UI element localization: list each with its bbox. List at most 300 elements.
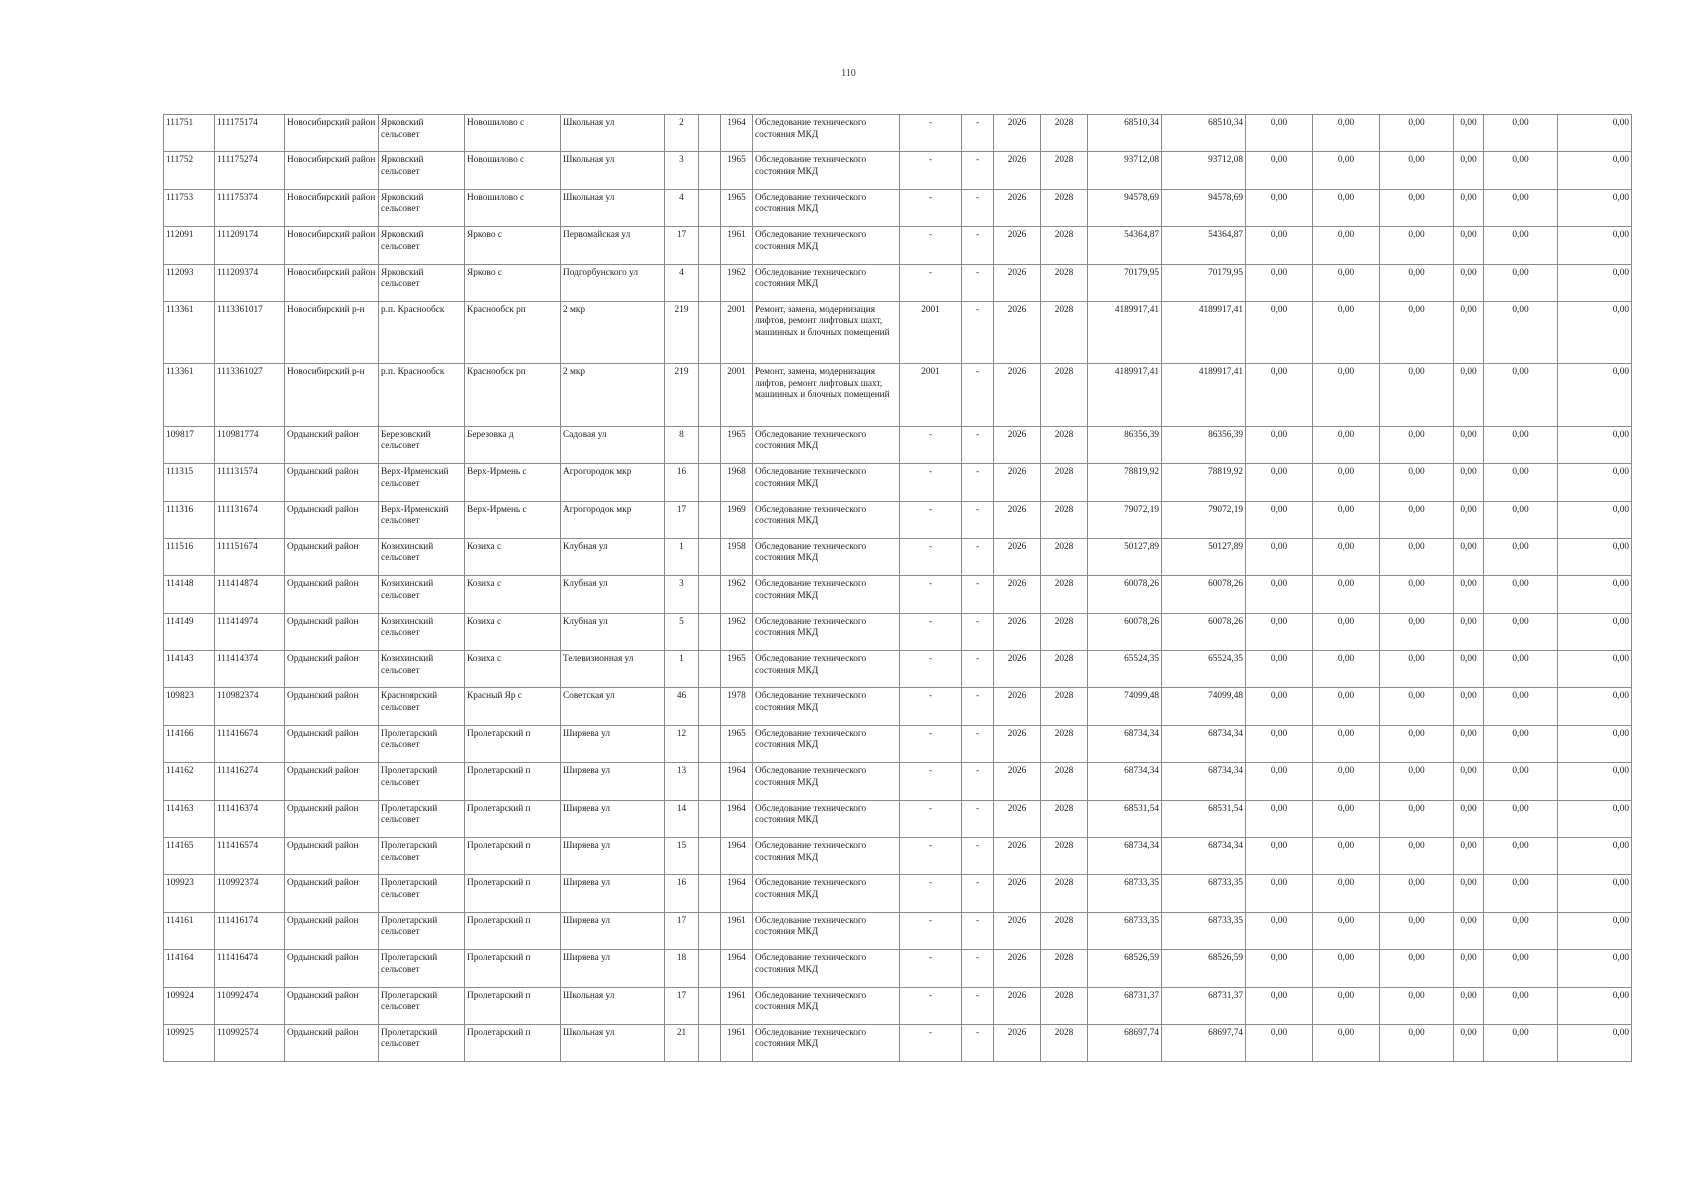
total-cost-cell: 68733,35 xyxy=(1162,912,1246,949)
object-id-cell: 112091 xyxy=(164,227,215,264)
last-repair-year-cell: - xyxy=(900,426,962,463)
year-built-cell: 1961 xyxy=(721,912,753,949)
district-cell: Ордынский район xyxy=(285,800,379,837)
table-row xyxy=(164,115,1632,152)
year-built-cell: 1978 xyxy=(721,688,753,725)
funding-cell-1: 0,00 xyxy=(1246,576,1313,613)
object-id-cell: 111316 xyxy=(164,501,215,538)
last-repair-year-cell: - xyxy=(900,576,962,613)
house-number-cell: 4 xyxy=(665,264,699,301)
building-cell xyxy=(699,838,721,875)
end-year-cell: 2028 xyxy=(1041,613,1088,650)
funding-cell-4: 0,00 xyxy=(1454,613,1484,650)
reserved-cell: - xyxy=(962,912,994,949)
object-id-cell: 109817 xyxy=(164,426,215,463)
cost-cell: 68734,34 xyxy=(1088,763,1162,800)
start-year-cell: 2026 xyxy=(994,227,1041,264)
building-cell xyxy=(699,189,721,226)
year-built-cell: 1961 xyxy=(721,1024,753,1061)
end-year-cell: 2028 xyxy=(1041,538,1088,575)
funding-cell-3: 0,00 xyxy=(1380,189,1454,226)
funding-cell-3: 0,00 xyxy=(1380,1024,1454,1061)
table-row xyxy=(164,763,1632,800)
year-built-cell: 2001 xyxy=(721,364,753,426)
funding-cell-5: 0,00 xyxy=(1484,613,1558,650)
district-cell: Ордынский район xyxy=(285,838,379,875)
funding-cell-2: 0,00 xyxy=(1313,152,1380,189)
house-number-cell: 17 xyxy=(665,227,699,264)
last-repair-year-cell: - xyxy=(900,613,962,650)
street-cell: Ширяева ул xyxy=(561,763,665,800)
start-year-cell: 2026 xyxy=(994,875,1041,912)
start-year-cell: 2026 xyxy=(994,1024,1041,1061)
locality-cell: Козиха с xyxy=(465,651,561,688)
funding-cell-4: 0,00 xyxy=(1454,115,1484,152)
street-cell: Ширяева ул xyxy=(561,838,665,875)
start-year-cell: 2026 xyxy=(994,576,1041,613)
council-cell: Красноярский сельсовет xyxy=(379,688,465,725)
funding-cell-1: 0,00 xyxy=(1246,613,1313,650)
end-year-cell: 2028 xyxy=(1041,763,1088,800)
funding-cell-2: 0,00 xyxy=(1313,688,1380,725)
district-cell: Ордынский район xyxy=(285,613,379,650)
year-built-cell: 1965 xyxy=(721,189,753,226)
funding-cell-5: 0,00 xyxy=(1484,464,1558,501)
object-code-cell: 111175274 xyxy=(215,152,285,189)
funding-cell-4: 0,00 xyxy=(1454,189,1484,226)
work-type-cell: Обследование технического состояния МКД xyxy=(753,264,900,301)
end-year-cell: 2028 xyxy=(1041,264,1088,301)
funding-cell-2: 0,00 xyxy=(1313,875,1380,912)
last-repair-year-cell: - xyxy=(900,1024,962,1061)
building-cell xyxy=(699,364,721,426)
reserved-cell: - xyxy=(962,613,994,650)
building-cell xyxy=(699,152,721,189)
building-cell xyxy=(699,301,721,363)
funding-cell-4: 0,00 xyxy=(1454,800,1484,837)
reserved-cell: - xyxy=(962,538,994,575)
street-cell: Школьная ул xyxy=(561,1024,665,1061)
work-type-cell: Обследование технического состояния МКД xyxy=(753,875,900,912)
total-cost-cell: 78819,92 xyxy=(1162,464,1246,501)
last-repair-year-cell: - xyxy=(900,501,962,538)
work-type-cell: Обследование технического состояния МКД xyxy=(753,538,900,575)
last-repair-year-cell: - xyxy=(900,875,962,912)
locality-cell: Пролетарский п xyxy=(465,950,561,987)
district-cell: Новосибирский р-н xyxy=(285,301,379,363)
cost-cell: 68526,59 xyxy=(1088,950,1162,987)
object-id-cell: 114143 xyxy=(164,651,215,688)
table-row xyxy=(164,538,1632,575)
object-code-cell: 111209174 xyxy=(215,227,285,264)
council-cell: Козихинский сельсовет xyxy=(379,538,465,575)
house-number-cell: 1 xyxy=(665,651,699,688)
object-id-cell: 114162 xyxy=(164,763,215,800)
funding-cell-1: 0,00 xyxy=(1246,725,1313,762)
district-cell: Ордынский район xyxy=(285,875,379,912)
council-cell: Пролетарский сельсовет xyxy=(379,950,465,987)
object-id-cell: 112093 xyxy=(164,264,215,301)
building-cell xyxy=(699,1024,721,1061)
funding-cell-2: 0,00 xyxy=(1313,576,1380,613)
funding-cell-1: 0,00 xyxy=(1246,464,1313,501)
street-cell: Школьная ул xyxy=(561,152,665,189)
object-id-cell: 113361 xyxy=(164,364,215,426)
district-cell: Ордынский район xyxy=(285,576,379,613)
district-cell: Новосибирский район xyxy=(285,115,379,152)
district-cell: Ордынский район xyxy=(285,950,379,987)
total-cost-cell: 68510,34 xyxy=(1162,115,1246,152)
locality-cell: Козиха с xyxy=(465,613,561,650)
reserved-cell: - xyxy=(962,987,994,1024)
building-cell xyxy=(699,725,721,762)
funding-cell-4: 0,00 xyxy=(1454,364,1484,426)
table-row xyxy=(164,613,1632,650)
funding-cell-5: 0,00 xyxy=(1484,264,1558,301)
funding-cell-5: 0,00 xyxy=(1484,301,1558,363)
last-repair-year-cell: - xyxy=(900,538,962,575)
funding-cell-1: 0,00 xyxy=(1246,364,1313,426)
house-number-cell: 1 xyxy=(665,538,699,575)
street-cell: Школьная ул xyxy=(561,115,665,152)
house-number-cell: 16 xyxy=(665,464,699,501)
funding-cell-4: 0,00 xyxy=(1454,301,1484,363)
last-repair-year-cell: 2001 xyxy=(900,364,962,426)
cost-cell: 60078,26 xyxy=(1088,613,1162,650)
funding-cell-6: 0,00 xyxy=(1558,763,1632,800)
start-year-cell: 2026 xyxy=(994,364,1041,426)
funding-cell-6: 0,00 xyxy=(1558,115,1632,152)
funding-cell-5: 0,00 xyxy=(1484,576,1558,613)
end-year-cell: 2028 xyxy=(1041,501,1088,538)
object-id-cell: 111751 xyxy=(164,115,215,152)
district-cell: Ордынский район xyxy=(285,464,379,501)
locality-cell: Козиха с xyxy=(465,576,561,613)
council-cell: Козихинский сельсовет xyxy=(379,651,465,688)
total-cost-cell: 68531,54 xyxy=(1162,800,1246,837)
building-cell xyxy=(699,464,721,501)
funding-cell-4: 0,00 xyxy=(1454,152,1484,189)
funding-cell-4: 0,00 xyxy=(1454,838,1484,875)
funding-cell-1: 0,00 xyxy=(1246,950,1313,987)
funding-cell-1: 0,00 xyxy=(1246,115,1313,152)
start-year-cell: 2026 xyxy=(994,301,1041,363)
house-number-cell: 18 xyxy=(665,950,699,987)
funding-cell-5: 0,00 xyxy=(1484,501,1558,538)
funding-cell-6: 0,00 xyxy=(1558,189,1632,226)
locality-cell: Красный Яр с xyxy=(465,688,561,725)
object-code-cell: 110981774 xyxy=(215,426,285,463)
council-cell: Пролетарский сельсовет xyxy=(379,725,465,762)
district-cell: Ордынский район xyxy=(285,501,379,538)
object-code-cell: 111209374 xyxy=(215,264,285,301)
cost-cell: 54364,87 xyxy=(1088,227,1162,264)
locality-cell: Верх-Ирмень с xyxy=(465,464,561,501)
funding-cell-1: 0,00 xyxy=(1246,800,1313,837)
funding-cell-5: 0,00 xyxy=(1484,1024,1558,1061)
total-cost-cell: 74099,48 xyxy=(1162,688,1246,725)
street-cell: Школьная ул xyxy=(561,987,665,1024)
council-cell: Пролетарский сельсовет xyxy=(379,987,465,1024)
funding-cell-1: 0,00 xyxy=(1246,763,1313,800)
building-cell xyxy=(699,651,721,688)
end-year-cell: 2028 xyxy=(1041,364,1088,426)
building-cell xyxy=(699,538,721,575)
funding-cell-2: 0,00 xyxy=(1313,763,1380,800)
funding-cell-4: 0,00 xyxy=(1454,426,1484,463)
funding-cell-6: 0,00 xyxy=(1558,950,1632,987)
funding-cell-5: 0,00 xyxy=(1484,725,1558,762)
funding-cell-1: 0,00 xyxy=(1246,651,1313,688)
funding-cell-6: 0,00 xyxy=(1558,227,1632,264)
council-cell: Пролетарский сельсовет xyxy=(379,763,465,800)
cost-cell: 74099,48 xyxy=(1088,688,1162,725)
cost-cell: 68510,34 xyxy=(1088,115,1162,152)
funding-cell-3: 0,00 xyxy=(1380,576,1454,613)
district-cell: Новосибирский р-н xyxy=(285,364,379,426)
locality-cell: Новошилово с xyxy=(465,189,561,226)
cost-cell: 78819,92 xyxy=(1088,464,1162,501)
funding-cell-3: 0,00 xyxy=(1380,688,1454,725)
object-code-cell: 111414374 xyxy=(215,651,285,688)
work-type-cell: Обследование технического состояния МКД xyxy=(753,152,900,189)
work-type-cell: Обследование технического состояния МКД xyxy=(753,464,900,501)
work-type-cell: Обследование технического состояния МКД xyxy=(753,1024,900,1061)
building-cell xyxy=(699,501,721,538)
district-cell: Ордынский район xyxy=(285,426,379,463)
funding-cell-2: 0,00 xyxy=(1313,725,1380,762)
street-cell: Советская ул xyxy=(561,688,665,725)
house-number-cell: 17 xyxy=(665,912,699,949)
object-id-cell: 114164 xyxy=(164,950,215,987)
reserved-cell: - xyxy=(962,426,994,463)
object-code-cell: 1113361017 xyxy=(215,301,285,363)
object-code-cell: 111416474 xyxy=(215,950,285,987)
end-year-cell: 2028 xyxy=(1041,875,1088,912)
object-code-cell: 110982374 xyxy=(215,688,285,725)
object-id-cell: 114163 xyxy=(164,800,215,837)
total-cost-cell: 60078,26 xyxy=(1162,576,1246,613)
funding-cell-2: 0,00 xyxy=(1313,950,1380,987)
total-cost-cell: 68734,34 xyxy=(1162,838,1246,875)
funding-cell-3: 0,00 xyxy=(1380,987,1454,1024)
object-id-cell: 114161 xyxy=(164,912,215,949)
year-built-cell: 1964 xyxy=(721,800,753,837)
year-built-cell: 1964 xyxy=(721,950,753,987)
object-code-cell: 111416674 xyxy=(215,725,285,762)
funding-cell-2: 0,00 xyxy=(1313,189,1380,226)
funding-cell-6: 0,00 xyxy=(1558,800,1632,837)
start-year-cell: 2026 xyxy=(994,651,1041,688)
locality-cell: Новошилово с xyxy=(465,115,561,152)
funding-cell-4: 0,00 xyxy=(1454,1024,1484,1061)
cost-cell: 79072,19 xyxy=(1088,501,1162,538)
funding-cell-3: 0,00 xyxy=(1380,875,1454,912)
funding-cell-4: 0,00 xyxy=(1454,763,1484,800)
funding-cell-2: 0,00 xyxy=(1313,987,1380,1024)
cost-cell: 68733,35 xyxy=(1088,875,1162,912)
funding-cell-5: 0,00 xyxy=(1484,800,1558,837)
total-cost-cell: 68734,34 xyxy=(1162,763,1246,800)
funding-cell-3: 0,00 xyxy=(1380,838,1454,875)
district-cell: Ордынский район xyxy=(285,688,379,725)
district-cell: Ордынский район xyxy=(285,987,379,1024)
funding-cell-2: 0,00 xyxy=(1313,227,1380,264)
locality-cell: Пролетарский п xyxy=(465,912,561,949)
street-cell: Ширяева ул xyxy=(561,875,665,912)
start-year-cell: 2026 xyxy=(994,152,1041,189)
reserved-cell: - xyxy=(962,763,994,800)
year-built-cell: 1965 xyxy=(721,725,753,762)
house-number-cell: 12 xyxy=(665,725,699,762)
street-cell: Ширяева ул xyxy=(561,725,665,762)
street-cell: 2 мкр xyxy=(561,301,665,363)
table-row xyxy=(164,875,1632,912)
table-row xyxy=(164,152,1632,189)
object-id-cell: 114165 xyxy=(164,838,215,875)
funding-cell-6: 0,00 xyxy=(1558,301,1632,363)
house-number-cell: 13 xyxy=(665,763,699,800)
cost-cell: 4189917,41 xyxy=(1088,301,1162,363)
funding-cell-2: 0,00 xyxy=(1313,800,1380,837)
reserved-cell: - xyxy=(962,1024,994,1061)
funding-cell-6: 0,00 xyxy=(1558,152,1632,189)
object-code-cell: 110992374 xyxy=(215,875,285,912)
object-id-cell: 111315 xyxy=(164,464,215,501)
funding-cell-3: 0,00 xyxy=(1380,152,1454,189)
funding-cell-6: 0,00 xyxy=(1558,651,1632,688)
work-type-cell: Ремонт, замена, модернизация лифтов, ремонт лифтовых шахт, машинных и блочных помещений xyxy=(753,301,900,363)
work-type-cell: Обследование технического состояния МКД xyxy=(753,227,900,264)
end-year-cell: 2028 xyxy=(1041,688,1088,725)
funding-cell-6: 0,00 xyxy=(1558,613,1632,650)
funding-cell-2: 0,00 xyxy=(1313,115,1380,152)
start-year-cell: 2026 xyxy=(994,426,1041,463)
funding-cell-2: 0,00 xyxy=(1313,912,1380,949)
table-row xyxy=(164,987,1632,1024)
funding-cell-1: 0,00 xyxy=(1246,501,1313,538)
council-cell: Березовский сельсовет xyxy=(379,426,465,463)
reserved-cell: - xyxy=(962,501,994,538)
object-id-cell: 109823 xyxy=(164,688,215,725)
last-repair-year-cell: - xyxy=(900,115,962,152)
street-cell: Садовая ул xyxy=(561,426,665,463)
end-year-cell: 2028 xyxy=(1041,912,1088,949)
work-type-cell: Обследование технического состояния МКД xyxy=(753,950,900,987)
work-type-cell: Обследование технического состояния МКД xyxy=(753,576,900,613)
funding-cell-6: 0,00 xyxy=(1558,875,1632,912)
table-row xyxy=(164,838,1632,875)
district-cell: Ордынский район xyxy=(285,538,379,575)
cost-cell: 60078,26 xyxy=(1088,576,1162,613)
locality-cell: Верх-Ирмень с xyxy=(465,501,561,538)
last-repair-year-cell: - xyxy=(900,152,962,189)
total-cost-cell: 68733,35 xyxy=(1162,875,1246,912)
end-year-cell: 2028 xyxy=(1041,152,1088,189)
council-cell: Пролетарский сельсовет xyxy=(379,800,465,837)
house-number-cell: 2 xyxy=(665,115,699,152)
funding-cell-3: 0,00 xyxy=(1380,501,1454,538)
house-number-cell: 3 xyxy=(665,152,699,189)
street-cell: Телевизионная ул xyxy=(561,651,665,688)
district-cell: Ордынский район xyxy=(285,912,379,949)
funding-cell-6: 0,00 xyxy=(1558,464,1632,501)
page-number: 110 xyxy=(841,68,856,79)
object-code-cell: 111416174 xyxy=(215,912,285,949)
reserved-cell: - xyxy=(962,725,994,762)
council-cell: Пролетарский сельсовет xyxy=(379,1024,465,1061)
end-year-cell: 2028 xyxy=(1041,189,1088,226)
reserved-cell: - xyxy=(962,227,994,264)
building-cell xyxy=(699,227,721,264)
year-built-cell: 1958 xyxy=(721,538,753,575)
table-row xyxy=(164,950,1632,987)
house-number-cell: 219 xyxy=(665,364,699,426)
street-cell: Ширяева ул xyxy=(561,912,665,949)
end-year-cell: 2028 xyxy=(1041,464,1088,501)
table-row xyxy=(164,912,1632,949)
funding-cell-5: 0,00 xyxy=(1484,426,1558,463)
year-built-cell: 1962 xyxy=(721,264,753,301)
total-cost-cell: 68697,74 xyxy=(1162,1024,1246,1061)
table-row xyxy=(164,301,1632,363)
table-row xyxy=(164,725,1632,762)
funding-cell-1: 0,00 xyxy=(1246,264,1313,301)
total-cost-cell: 79072,19 xyxy=(1162,501,1246,538)
funding-cell-5: 0,00 xyxy=(1484,838,1558,875)
building-cell xyxy=(699,426,721,463)
year-built-cell: 1965 xyxy=(721,152,753,189)
funding-cell-4: 0,00 xyxy=(1454,227,1484,264)
funding-cell-6: 0,00 xyxy=(1558,688,1632,725)
funding-cell-2: 0,00 xyxy=(1313,1024,1380,1061)
total-cost-cell: 68526,59 xyxy=(1162,950,1246,987)
funding-cell-6: 0,00 xyxy=(1558,426,1632,463)
building-cell xyxy=(699,800,721,837)
work-type-cell: Обследование технического состояния МКД xyxy=(753,651,900,688)
house-number-cell: 8 xyxy=(665,426,699,463)
funding-cell-1: 0,00 xyxy=(1246,912,1313,949)
end-year-cell: 2028 xyxy=(1041,576,1088,613)
house-number-cell: 15 xyxy=(665,838,699,875)
house-number-cell: 46 xyxy=(665,688,699,725)
table-row xyxy=(164,364,1632,426)
funding-cell-4: 0,00 xyxy=(1454,264,1484,301)
funding-cell-2: 0,00 xyxy=(1313,838,1380,875)
building-cell xyxy=(699,987,721,1024)
object-code-cell: 111175374 xyxy=(215,189,285,226)
last-repair-year-cell: - xyxy=(900,464,962,501)
locality-cell: Новошилово с xyxy=(465,152,561,189)
start-year-cell: 2026 xyxy=(994,950,1041,987)
funding-cell-3: 0,00 xyxy=(1380,464,1454,501)
funding-cell-4: 0,00 xyxy=(1454,987,1484,1024)
house-number-cell: 219 xyxy=(665,301,699,363)
funding-cell-5: 0,00 xyxy=(1484,651,1558,688)
last-repair-year-cell: - xyxy=(900,189,962,226)
funding-cell-5: 0,00 xyxy=(1484,950,1558,987)
work-type-cell: Обследование технического состояния МКД xyxy=(753,115,900,152)
house-number-cell: 17 xyxy=(665,501,699,538)
cost-cell: 68531,54 xyxy=(1088,800,1162,837)
funding-cell-4: 0,00 xyxy=(1454,875,1484,912)
house-number-cell: 21 xyxy=(665,1024,699,1061)
end-year-cell: 2028 xyxy=(1041,426,1088,463)
funding-cell-2: 0,00 xyxy=(1313,613,1380,650)
funding-cell-1: 0,00 xyxy=(1246,987,1313,1024)
building-cell xyxy=(699,613,721,650)
locality-cell: Пролетарский п xyxy=(465,763,561,800)
